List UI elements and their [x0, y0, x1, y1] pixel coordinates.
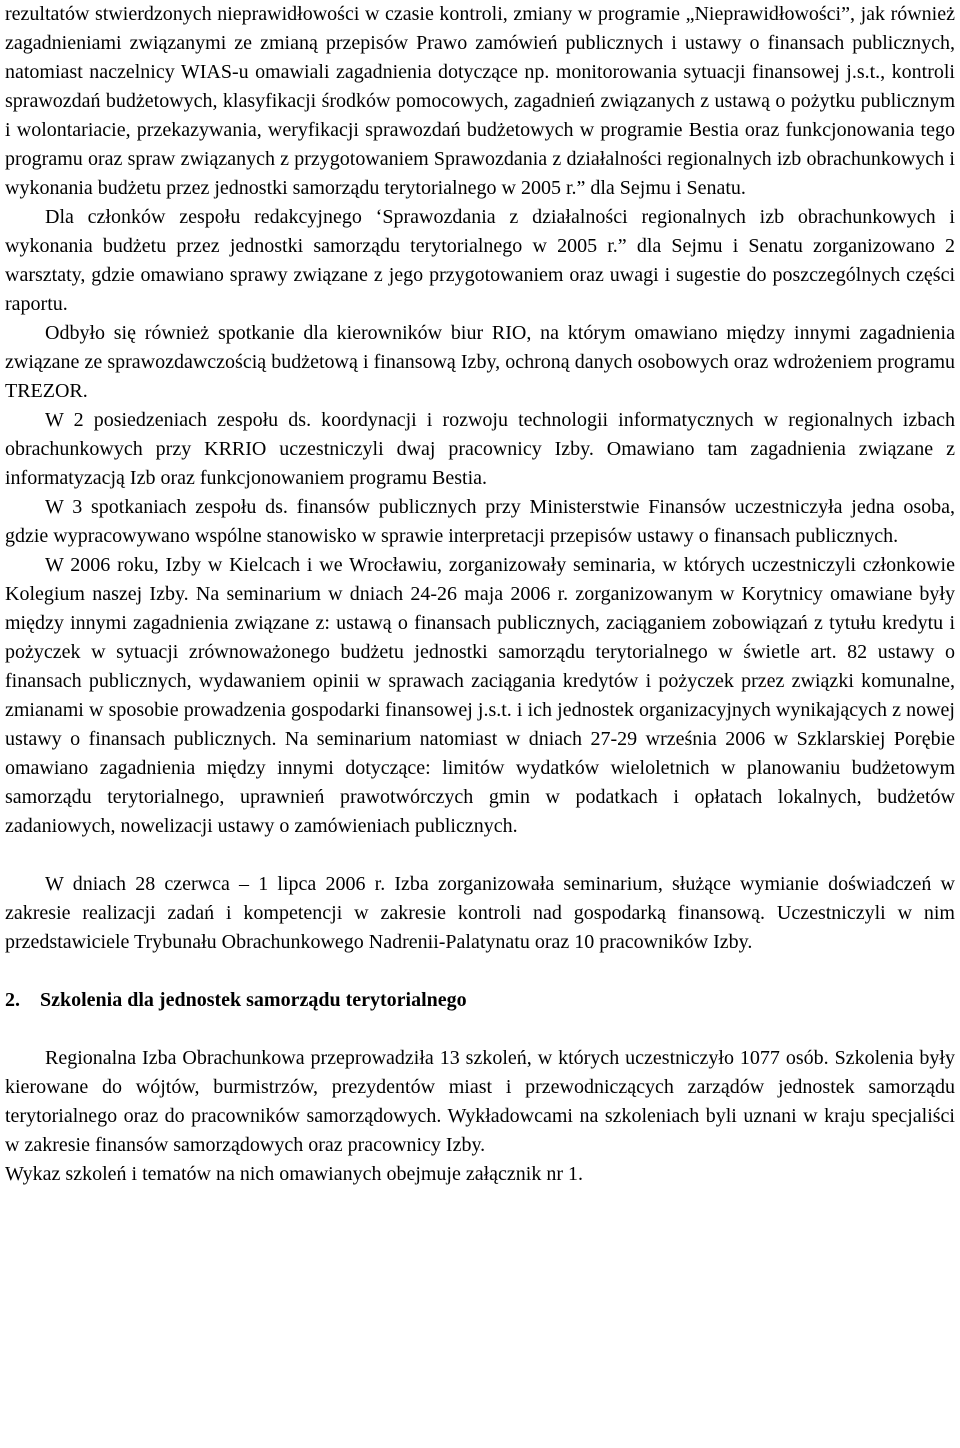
paragraph-continuation: rezultatów stwierdzonych nieprawidłowości w czasie kontroli, zmiany w programie „Nieprawidłowości”, jak również zagadnieniami związanymi ze zmianą przepisów Prawo zamówień publicznych i ustawy o finansach publicznych, natomiast naczelnicy WIAS-u omawiali zagadnienia dotyczące np. monitorowania sytuacji finansowej j.s.t., kontroli sprawozdań budżetowych, klasyfikacji środków pomocowych, zagadnień związanych z ustawą o pożytku publicznym i wolontariacie, przekazywania, weryfikacji sprawozdań budżetowych w programie Bestia oraz funkcjonowania tego programu oraz spraw związanych z przygotowaniem Sprawozdania z działalności regionalnych izb obrachunkowych i wykonania budżetu przez jednostki samorządu terytorialnego w 2005 r.” dla Sejmu i Senatu. [5, 3, 955, 199]
paragraph-rio-meeting: Odbyło się również spotkanie dla kierowników biur RIO, na którym omawiano między innymi zagadnienia związane ze sprawozdawczością budżetową i finansową Izby, ochroną danych osobowych oraz wdrożeniem programu TREZOR. [5, 322, 955, 402]
spacer [5, 957, 955, 986]
paragraph-seminars-2006: W 2006 roku, Izby w Kielcach i we Wrocławiu, zorganizowały seminaria, w których uczestniczyli członkowie Kolegium naszej Izby. Na seminarium w dniach 24-26 maja 2006 r. zorganizowanym w Korytnicy omawiane były między innymi zagadnienia związane z: ustawą o finansach publicznych, zaciąganiem zobowiązań z tytułu kredytu i pożyczek w sytuacji zrównoważonego budżetu jednostki samorządu terytorialnego w świetle art. 82 ustawy o finansach publicznych, wydawaniem opinii w sprawach zaciągania kredytów i pożyczek przez związki komunalne, zmianami w sposobie prowadzenia gospodarki finansowej j.s.t. i ich jednostek organizacyjnych wynikających z nowej ustawy o finansach publicznych. Na seminarium natomiast w dniach 27-29 września 2006 w Szklarskiej Porębie omawiano zagadnienia między innymi dotyczące: limitów wydatków wieloletnich w planowaniu budżetowym samorządu terytorialnego, uprawnień prawotwórczych gmin w podatkach i opłatach lokalnych, budżetów zadaniowych, nowelizacji ustawy o zamówieniach publicznych. [5, 554, 955, 837]
paragraph-finance-team: W 3 spotkaniach zespołu ds. finansów publicznych przy Ministerstwie Finansów uczestniczyła jedna osoba, gdzie wypracowywano wspólne stanowisko w sprawie interpretacji przepisów ustawy o finansach publicznych. [5, 496, 955, 547]
paragraph-it-team: W 2 posiedzeniach zespołu ds. koordynacji i rozwoju technologii informatycznych w regionalnych izbach obrachunkowych przy KRRIO uczestniczyli dwaj pracownicy Izby. Omawiano tam zagadnienia związane z informatyzacją Izb oraz funkcjonowaniem programu Bestia. [5, 409, 955, 489]
spacer [5, 841, 955, 870]
paragraph-seminar-june: W dniach 28 czerwca – 1 lipca 2006 r. Izba zorganizowała seminarium, służące wymianie doświadczeń w zakresie realizacji zadań i kompetencji w zakresie kontroli nad gospodarką finansową. Uczestniczyli w nim przedstawiciele Trybunału Obrachunkowego Nadrenii-Palatynatu oraz 10 pracowników Izby. [5, 873, 955, 953]
section-number: 2. [5, 989, 20, 1011]
spacer [5, 1015, 955, 1044]
paragraph-trainings: Regionalna Izba Obrachunkowa przeprowadziła 13 szkoleń, w których uczestniczyło 1077 osób. Szkolenia były kierowane do wójtów, burmistrzów, prezydentów miast i przewodniczących zarządów jednostek samorządu terytorialnego oraz do pracowników samorządowych. Wykładowcami na szkoleniach byli uznani w kraju specjaliści w zakresie finansów samorządowych oraz pracownicy Izby. [5, 1047, 955, 1156]
paragraph-editorial-team: Dla członków zespołu redakcyjnego ‘Sprawozdania z działalności regionalnych izb obrachunkowych i wykonania budżetu przez jednostki samorządu terytorialnego w 2005 r.” dla Sejmu i Senatu zorganizowano 2 warsztaty, gdzie omawiano sprawy związane z jego przygotowaniem oraz uwagi i sugestie do poszczególnych części raportu. [5, 206, 955, 315]
section-title: Szkolenia dla jednostek samorządu terytorialnego [40, 989, 467, 1011]
document-page [5, 0, 955, 1189]
section-heading [5, 986, 955, 1015]
paragraph-attachment-note: Wykaz szkoleń i tematów na nich omawianych obejmuje załącznik nr 1. [5, 1163, 584, 1185]
